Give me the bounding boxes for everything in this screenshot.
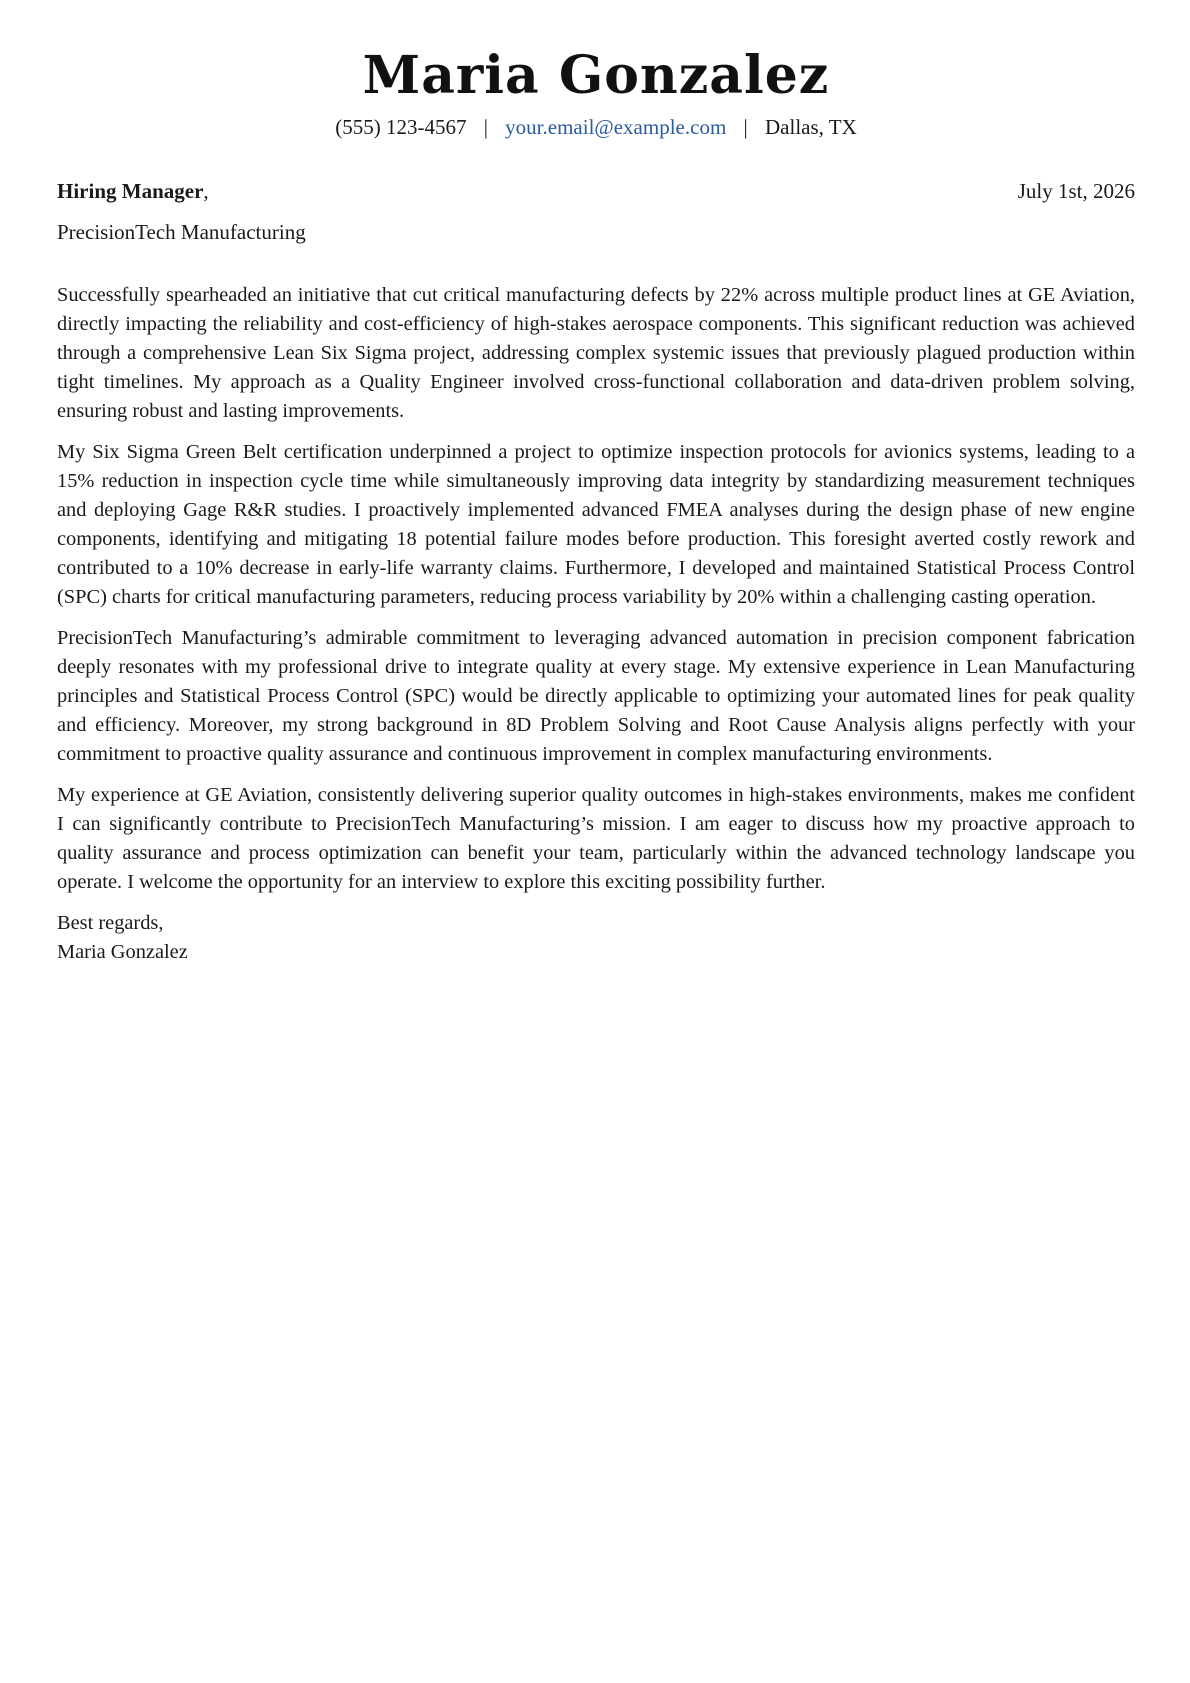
phone-number: (555) 123-4567 [335, 115, 467, 139]
contact-separator: | [743, 115, 748, 139]
letter-body [57, 281, 1135, 967]
body-paragraph-4: My experience at GE Aviation, consistently delivering superior quality outcomes in high-stakes environments, makes me confident I can significantly contribute to PrecisionTech Manufacturing’s mission. I am eager to discuss how my proactive approach to quality assurance and process optimization can benefit your team, particularly within the advanced technology landscape you operate. I welcome the opportunity for an interview to explore this exciting possibility further. [57, 784, 1135, 893]
closing-signature: Maria Gonzalez [57, 941, 188, 963]
recipient-title-suffix: , [203, 179, 209, 203]
email-link[interactable]: your.email@example.com [505, 115, 727, 139]
location: Dallas, TX [765, 115, 857, 139]
letter-closing [57, 909, 1135, 967]
recipient-company: PrecisionTech Manufacturing [57, 220, 306, 244]
contact-line [57, 113, 1135, 141]
recipient-title [57, 177, 209, 205]
letter-date: July 1st, 2026 [1017, 179, 1135, 203]
closing-salutation: Best regards, [57, 912, 164, 934]
contact-separator: | [483, 115, 488, 139]
recipient-title-text: Hiring Manager [57, 179, 204, 203]
body-paragraph-3: PrecisionTech Manufacturing’s admirable commitment to leveraging advanced automation in precision component fabrication deeply resonates with my professional drive to integrate quality at every stage. My extensive experience in Lean Manufacturing principles and Statistical Process Control (SPC) would be directly applicable to optimizing your automated lines for peak quality and efficiency. Moreover, my strong background in 8D Problem Solving and Root Cause Analysis aligns perfectly with your commitment to proactive quality assurance and continuous improvement in complex manufacturing environments. [57, 627, 1135, 765]
applicant-name: Maria Gonzalez [362, 45, 830, 106]
body-paragraph-1: Successfully spearheaded an initiative that cut critical manufacturing defects by 22% across multiple product lines at GE Aviation, directly impacting the reliability and cost-efficiency of high-stakes aerospace components. This significant reduction was achieved through a comprehensive Lean Six Sigma project, addressing complex systemic issues that previously plagued production within tight timelines. My approach as a Quality Engineer involved cross-functional collaboration and data-driven problem solving, ensuring robust and lasting improvements. [57, 284, 1135, 422]
body-paragraph-2: My Six Sigma Green Belt certification underpinned a project to optimize inspection protocols for avionics systems, leading to a 15% reduction in inspection cycle time while simultaneously improving data integrity by standardizing measurement techniques and deploying Gage R&R studies. I proactively implemented advanced FMEA analyses during the design phase of new engine components, identifying and mitigating 18 potential failure modes before production. This foresight averted costly rework and contributed to a 10% decrease in early-life warranty claims. Furthermore, I developed and maintained Statistical Process Control (SPC) charts for critical manufacturing parameters, reducing process variability by 20% within a challenging casting operation. [57, 441, 1135, 608]
